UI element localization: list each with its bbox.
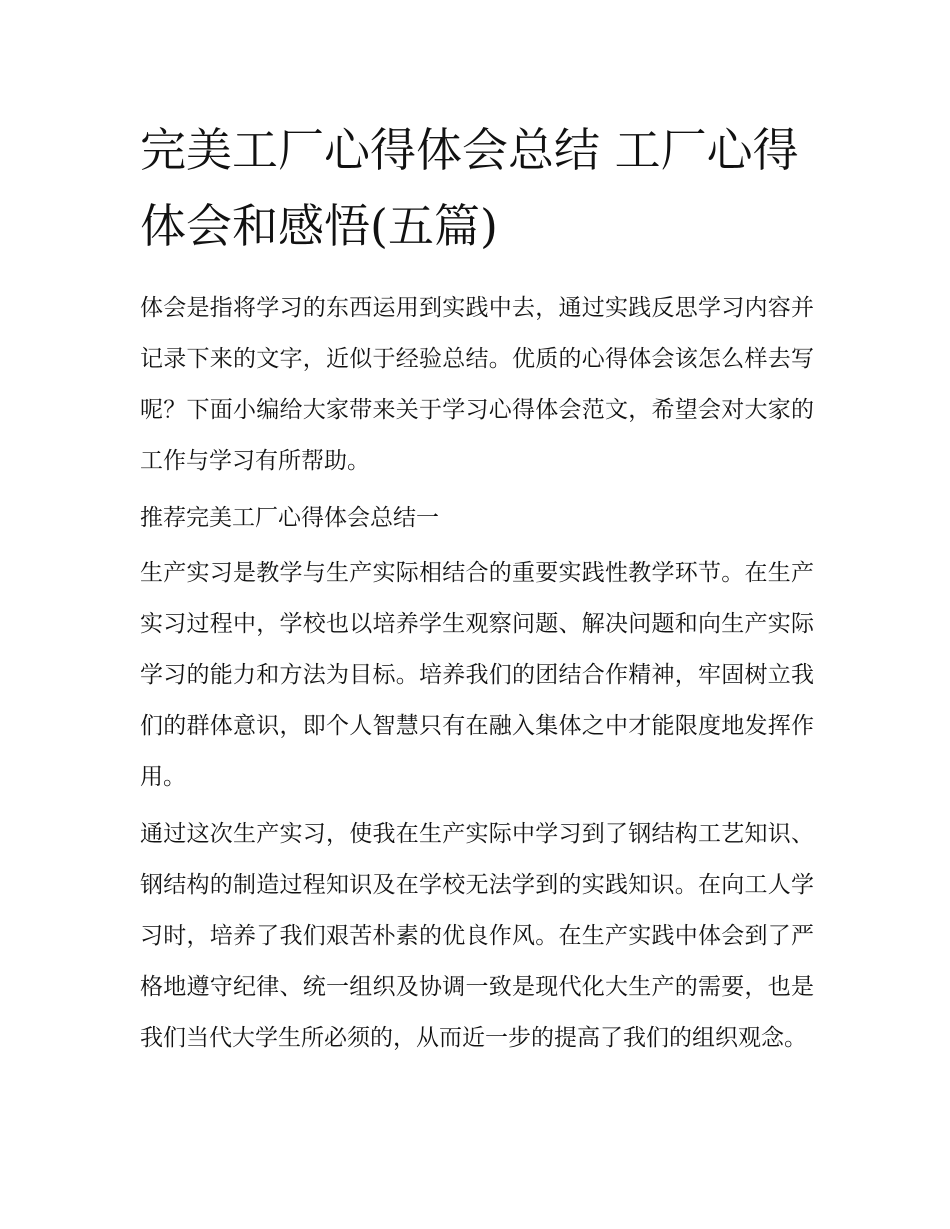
document-body <box>140 283 814 1070</box>
intro-paragraph: 体会是指将学习的东西运用到实践中去，通过实践反思学习内容并记录下来的文字，近似于经验总结。优质的心得体会该怎么样去写呢？下面小编给大家带来关于学习心得体会范文，希望会对大家的工作与学习有所帮助。 <box>140 295 814 474</box>
document-title: 完美工厂心得体会总结 工厂心得体会和感悟(五篇) <box>140 123 799 253</box>
body-paragraph-2: 通过这次生产实习，使我在生产实际中学习到了钢结构工艺知识、钢结构的制造过程知识及在学校无法学到的实践知识。在向工人学习时，培养了我们艰苦朴素的优良作风。在生产实践中体会到了严格地遵守纪律、统一组织及协调一致是现代化大生产的需要，也是我们当代大学生所必须的，从而近一步的提高了我们的组织观念。 <box>140 821 814 1051</box>
section-heading: 推荐完美工厂心得体会总结一 <box>140 505 439 531</box>
body-paragraph-1: 生产实习是教学与生产实际相结合的重要实践性教学环节。在生产实习过程中，学校也以培养学生观察问题、解决问题和向生产实际学习的能力和方法为目标。培养我们的团结合作精神，牢固树立我们的群体意识，即个人智慧只有在融入集体之中才能限度地发挥作用。 <box>140 560 814 790</box>
